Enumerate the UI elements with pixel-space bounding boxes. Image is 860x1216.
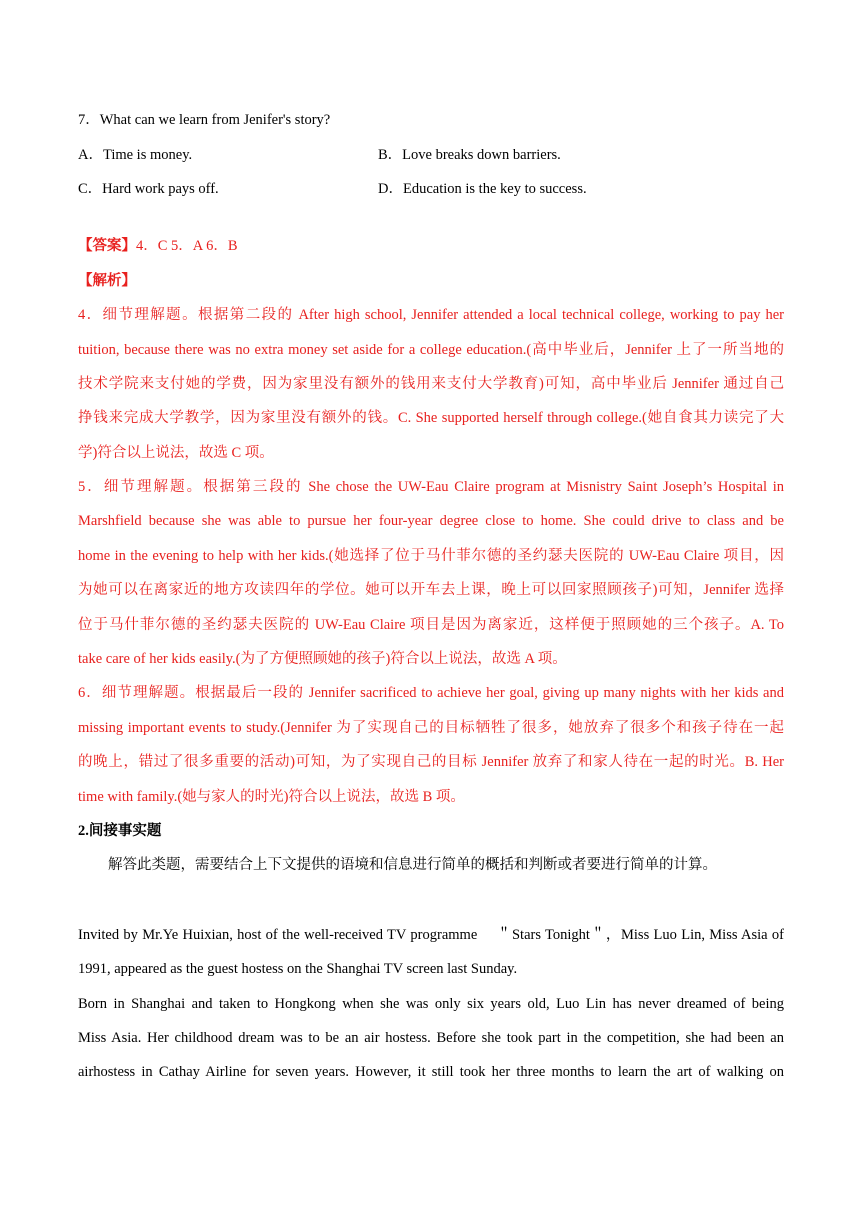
section-intro: 解答此类题，需要结合上下文提供的语境和信息进行简单的概括和判断或者要进行简单的计算。	[108, 857, 717, 873]
question-stem: 7．What can we learn from Jenifer's story?	[78, 112, 331, 128]
analysis-line: 位于马什菲尔德的圣约瑟夫医院的 UW-Eau Claire 项目是因为离家近，这样便于照顾她的三个孩子。A. To	[78, 617, 784, 633]
section-heading: 2.间接事实题	[78, 823, 162, 839]
analysis-line: Marshfield because she was able to pursue her four-year degree close to home. She could drive to class and be	[78, 513, 784, 529]
passage-line: Invited by Mr.Ye Huixian, host of the well-received TV programme ＂Stars Tonight＂，Miss Luo Lin, Miss Asia of	[78, 927, 784, 943]
option-a: A．Time is money.	[78, 147, 193, 163]
passage-line: Miss Asia. Her childhood dream was to be an air hostess. Before she took part in the competition, she had been an	[78, 1030, 784, 1046]
answer-text: 4．C 5．A 6．B	[136, 238, 238, 254]
analysis-line: take care of her kids easily.(为了方便照顾她的孩子)符合以上说法，故选 A 项。	[78, 651, 567, 667]
analysis-line: 学)符合以上说法，故选 C 项。	[78, 445, 274, 461]
analysis-label: 【解析】	[78, 273, 136, 289]
option-c: C．Hard work pays off.	[78, 181, 219, 197]
option-d: D．Education is the key to success.	[378, 181, 587, 197]
analysis-line: missing important events to study.(Jennifer 为了实现自己的目标牺牲了很多，她放弃了很多个和孩子待在一起	[78, 720, 784, 736]
analysis-line: 的晚上，错过了很多重要的活动)可知，为了实现自己的目标 Jennifer 放弃了和家人待在一起的时光。B. Her	[78, 754, 784, 770]
passage-line: airhostess in Cathay Airline for seven years. However, it still took her three months to learn the art of walking on	[78, 1064, 784, 1080]
analysis-line: 为她可以在离家近的地方攻读四年的学位。她可以开车去上课，晚上可以回家照顾孩子)可知，Jennifer 选择	[78, 582, 784, 598]
passage-line: 1991, appeared as the guest hostess on the Shanghai TV screen last Sunday.	[78, 961, 518, 977]
analysis-line: 挣钱来完成大学教学，因为家里没有额外的钱。C. She supported herself through college.(她自食其力读完了大	[78, 410, 784, 426]
analysis-line: 6．细节理解题。根据最后一段的 Jennifer sacrificed to achieve her goal, giving up many nights with her kids and	[78, 685, 784, 701]
passage-line: Born in Shanghai and taken to Hongkong when she was only six years old, Luo Lin has never dreamed of being	[78, 996, 784, 1012]
analysis-line: home in the evening to help with her kids.(她选择了位于马什菲尔德的圣约瑟夫医院的 UW-Eau Claire 项目，因	[78, 548, 784, 564]
analysis-line: 4．细节理解题。根据第二段的 After high school, Jennifer attended a local technical college, working to pay her	[78, 307, 784, 323]
analysis-line: time with family.(她与家人的时光)符合以上说法，故选 B 项。	[78, 789, 465, 805]
analysis-line: tuition, because there was no extra money set aside for a college education.(高中毕业后，Jennifer 上了一所当地的	[78, 342, 784, 358]
option-b: B．Love breaks down barriers.	[378, 147, 561, 163]
analysis-line: 技术学院来支付她的学费，因为家里没有额外的钱用来支付大学教育)可知，高中毕业后 Jennifer 通过自己	[78, 376, 784, 392]
answer-label: 【答案】	[78, 238, 136, 254]
analysis-line: 5．细节理解题。根据第三段的 She chose the UW-Eau Claire program at Misnistry Saint Joseph’s Hospital in	[78, 479, 784, 495]
answer-line	[78, 236, 238, 256]
